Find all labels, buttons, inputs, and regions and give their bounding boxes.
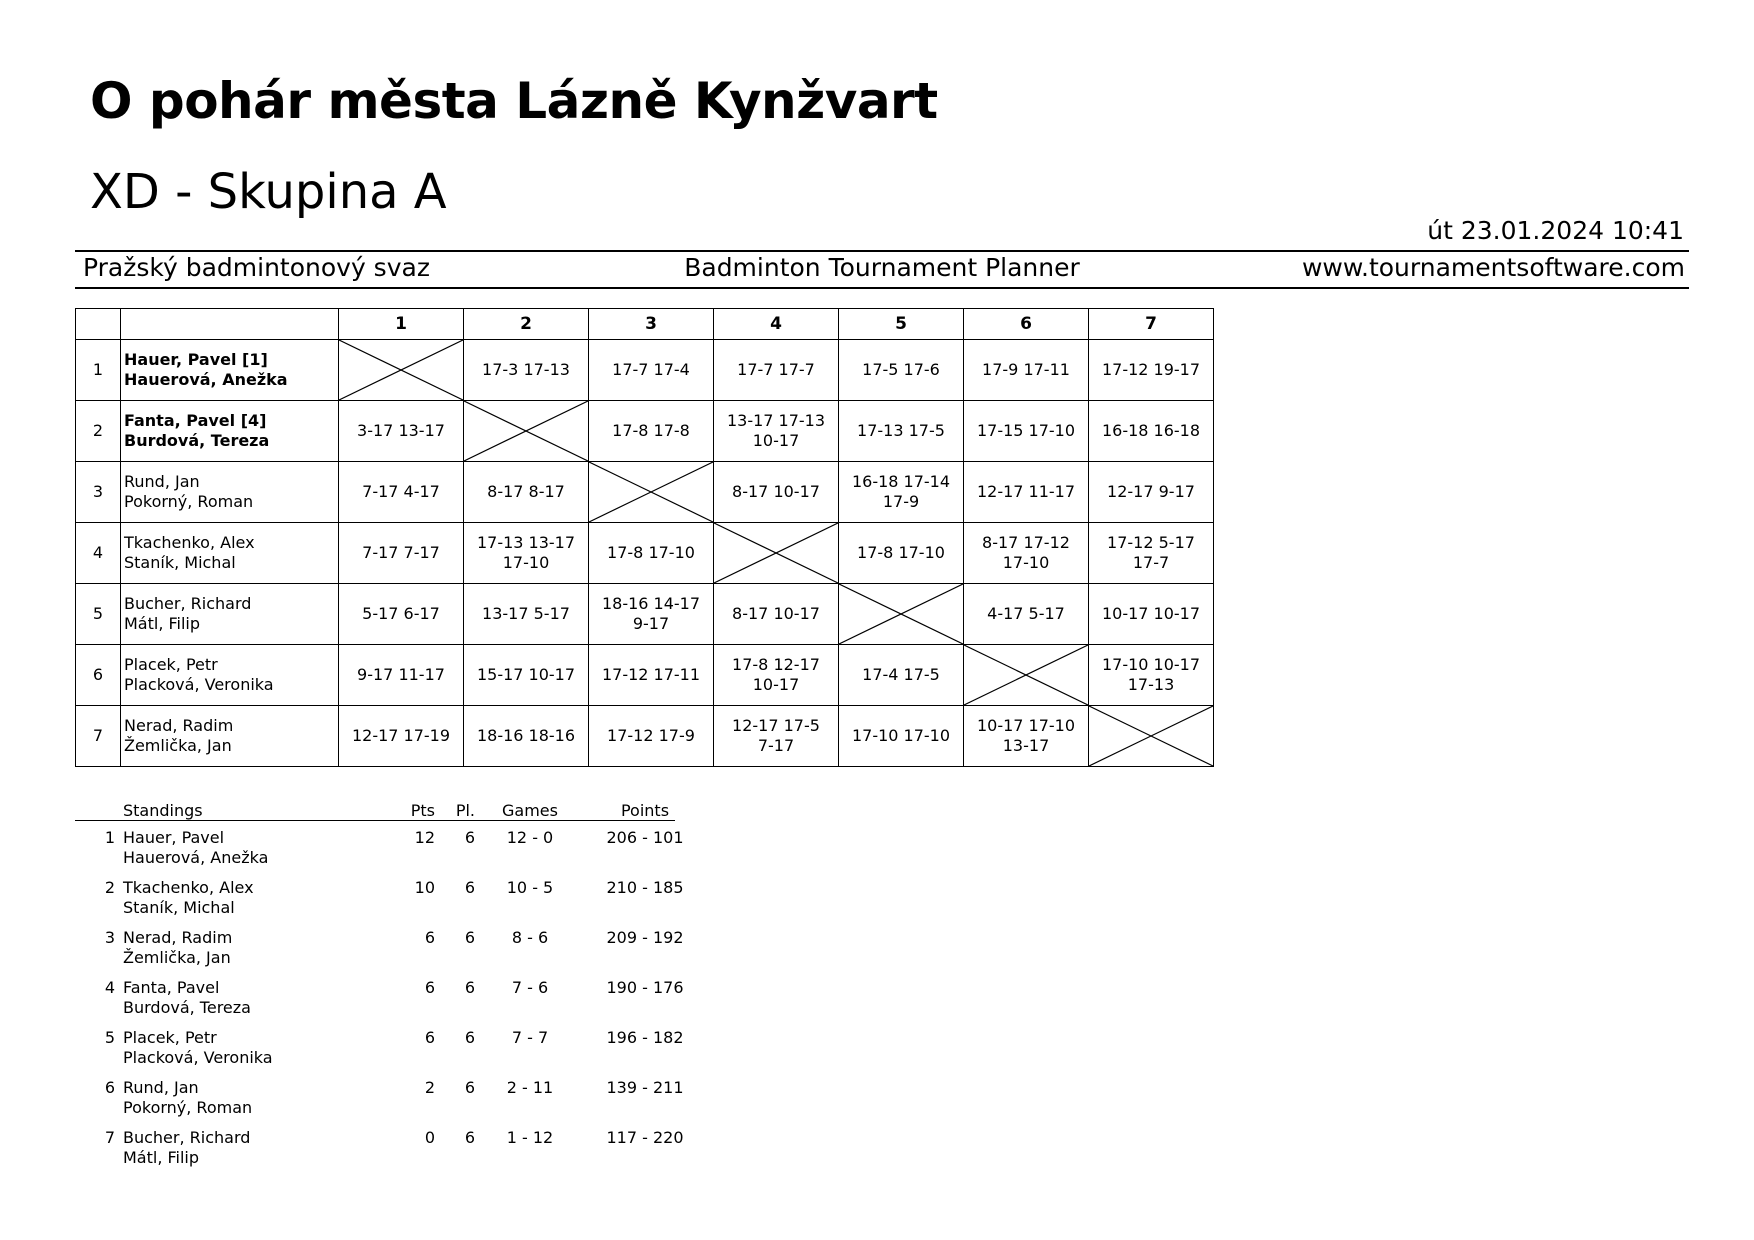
cross-icon [339,340,463,400]
grid-row [76,340,1214,401]
grid-column-header: 6 [964,309,1089,340]
match-score-line: 17-3 17-13 [482,360,570,379]
standings-table [75,798,684,1171]
match-score-line: 17-12 19-17 [1101,360,1201,379]
match-result-cell [589,523,714,584]
player-two-name: Placková, Veronika [124,675,274,694]
player-two-name: Hauerová, Anežka [124,370,288,389]
standings-row [75,1121,684,1171]
seed-number: 3 [76,462,121,523]
standings-played: 6 [464,828,475,847]
match-score-line: 10-17 [752,675,800,694]
standings-pts: 6 [424,1028,435,1047]
standings-pair [123,978,251,1018]
grid-row [76,462,1214,523]
match-score-line: 17-7 17-4 [612,360,690,379]
match-score-line: 15-17 10-17 [476,665,576,684]
points-header: Points [620,801,670,820]
match-result-cell [1089,523,1214,584]
match-score-line: 17-10 [502,553,550,572]
seed-number: 1 [76,340,121,401]
player-two-name: Mátl, Filip [124,614,201,633]
standings-points: 190 - 176 [606,978,684,997]
seed-number: 2 [76,401,121,462]
match-result-cell [839,645,964,706]
match-result-cell [589,645,714,706]
standings-pair [123,1128,250,1168]
player-two-name: Hauerová, Anežka [123,848,269,867]
standings-rank: 5 [104,1028,115,1047]
standings-pts: 6 [424,928,435,947]
match-score-line: 7-17 7-17 [362,543,440,562]
player-one-name: Tkachenko, Alex [124,533,255,552]
match-score-line: 17-13 17-5 [857,421,945,440]
standings-played: 6 [464,1028,475,1047]
match-score-line: 13-17 17-13 [726,411,826,430]
match-result-cell [964,584,1089,645]
match-score-line: 17-10 10-17 [1101,655,1201,674]
match-result-cell [839,523,964,584]
match-score-line: 17-13 [1127,675,1175,694]
standings-points: 139 - 211 [606,1078,684,1097]
cross-icon [839,584,963,644]
grid-header-row [76,309,1214,340]
match-result-cell [339,584,464,645]
grid-header-blank [121,309,339,340]
standings-pair [123,828,268,868]
player-one-name: Placek, Petr [123,1028,217,1047]
standings-pts: 6 [424,978,435,997]
standings-row [75,821,684,871]
match-result-cell [714,706,839,767]
match-result-cell [464,523,589,584]
match-score-line: 8-17 10-17 [732,604,820,623]
match-score-line: 18-16 18-16 [476,726,576,745]
match-result-cell [964,706,1089,767]
match-result-cell [589,706,714,767]
match-result-cell [589,584,714,645]
standings-rank: 2 [104,878,115,897]
match-score-line: 17-8 17-10 [857,543,945,562]
match-score-line: 4-17 5-17 [987,604,1065,623]
match-score-line: 17-13 13-17 [476,533,576,552]
standings-row [75,871,684,921]
seed-number: 5 [76,584,121,645]
match-result-cell [964,462,1089,523]
pts-header: Pts [410,801,435,820]
match-result-cell [839,462,964,523]
standings-pair [123,1028,273,1068]
match-score-line: 17-12 5-17 [1107,533,1195,552]
results-grid [75,308,1214,767]
match-score-line: 3-17 13-17 [357,421,445,440]
standings-row [75,1021,684,1071]
standings-games: 10 - 5 [506,878,554,897]
print-datetime: út 23.01.2024 10:41 [1427,216,1684,245]
cross-icon [464,401,588,461]
standings-games: 8 - 6 [511,928,549,947]
pair-names [121,340,339,401]
match-result-cell [339,706,464,767]
standings-played: 6 [464,928,475,947]
grid-column-header: 2 [464,309,589,340]
match-result-cell [339,645,464,706]
standings-games: 1 - 12 [506,1128,554,1147]
match-score-line: 8-17 10-17 [732,482,820,501]
standings-pts: 2 [424,1078,435,1097]
player-two-name: Placková, Veronika [123,1048,273,1067]
player-two-name: Staník, Michal [123,898,235,917]
self-match-cell [589,462,714,523]
standings-pts: 10 [414,878,435,897]
self-match-cell [839,584,964,645]
match-score-line: 12-17 17-5 [732,716,820,735]
match-score-line: 10-17 [752,431,800,450]
self-match-cell [964,645,1089,706]
match-score-line: 17-8 12-17 [732,655,820,674]
match-result-cell [464,645,589,706]
player-two-name: Burdová, Tereza [123,998,251,1017]
match-score-line: 17-5 17-6 [862,360,940,379]
player-two-name: Burdová, Tereza [124,431,270,450]
match-score-line: 18-16 14-17 [601,594,701,613]
cross-icon [964,645,1088,705]
match-result-cell [964,340,1089,401]
match-result-cell [339,523,464,584]
standings-games: 2 - 11 [506,1078,554,1097]
self-match-cell [339,340,464,401]
match-result-cell [714,584,839,645]
pair-names [121,523,339,584]
standings-rank: 7 [104,1128,115,1147]
player-two-name: Mátl, Filip [123,1148,200,1167]
match-result-cell [339,401,464,462]
match-result-cell [1089,340,1214,401]
match-score-line: 17-10 [1002,553,1050,572]
player-one-name: Fanta, Pavel [4] [124,411,267,430]
player-one-name: Rund, Jan [124,472,200,491]
grid-header-blank [76,309,121,340]
standings-header [75,798,675,821]
standings-points: 206 - 101 [606,828,684,847]
standings-games: 12 - 0 [506,828,554,847]
match-score-line: 8-17 17-12 [982,533,1070,552]
standings-row [75,921,684,971]
standings-games: 7 - 6 [511,978,549,997]
standings-rank: 3 [104,928,115,947]
standings-rank: 4 [104,978,115,997]
page-title: O pohár města Lázně Kynžvart [90,72,938,130]
match-result-cell [839,706,964,767]
grid-column-header: 4 [714,309,839,340]
standings-pair [123,928,232,968]
player-one-name: Nerad, Radim [124,716,234,735]
seed-number: 4 [76,523,121,584]
match-score-line: 13-17 5-17 [482,604,570,623]
player-one-name: Rund, Jan [123,1078,199,1097]
match-score-line: 17-7 [1132,553,1170,572]
match-result-cell [1089,584,1214,645]
match-score-line: 17-12 17-11 [601,665,701,684]
software-name: Badminton Tournament Planner [684,253,1080,282]
player-one-name: Fanta, Pavel [123,978,220,997]
standings-points: 209 - 192 [606,928,684,947]
website-link[interactable]: www.tournamentsoftware.com [1301,253,1685,282]
match-score-line: 17-9 [882,492,920,511]
match-score-line: 12-17 11-17 [976,482,1076,501]
self-match-cell [1089,706,1214,767]
self-match-cell [464,401,589,462]
player-one-name: Placek, Petr [124,655,218,674]
standings-row [75,971,684,1021]
match-result-cell [589,340,714,401]
grid-row [76,401,1214,462]
match-result-cell [714,462,839,523]
match-score-line: 10-17 17-10 [976,716,1076,735]
standings-points: 117 - 220 [606,1128,684,1147]
match-result-cell [1089,462,1214,523]
match-score-line: 17-10 17-10 [851,726,951,745]
standings-pair [123,1078,252,1118]
grid-row [76,584,1214,645]
match-score-line: 10-17 10-17 [1101,604,1201,623]
match-result-cell [464,340,589,401]
pl-header: Pl. [455,801,475,820]
match-score-line: 7-17 4-17 [362,482,440,501]
match-score-line: 5-17 6-17 [362,604,440,623]
match-result-cell [1089,401,1214,462]
group-subtitle: XD - Skupina A [90,164,447,220]
standings-played: 6 [464,1078,475,1097]
match-score-line: 12-17 17-19 [351,726,451,745]
standings-played: 6 [464,978,475,997]
grid-column-header: 1 [339,309,464,340]
match-result-cell [839,401,964,462]
match-result-cell [464,584,589,645]
standings-pair [123,878,254,918]
match-score-line: 9-17 11-17 [357,665,445,684]
standings-pts: 12 [414,828,435,847]
player-one-name: Bucher, Richard [123,1128,251,1147]
player-one-name: Hauer, Pavel [123,828,225,847]
pair-names [121,462,339,523]
standings-rank: 1 [104,828,115,847]
match-result-cell [714,340,839,401]
match-score-line: 16-18 17-14 [851,472,951,491]
games-header: Games [502,801,558,820]
match-result-cell [464,462,589,523]
match-result-cell [964,401,1089,462]
seed-number: 6 [76,645,121,706]
match-score-line: 13-17 [1002,736,1050,755]
grid-column-header: 5 [839,309,964,340]
match-score-line: 17-7 17-7 [737,360,815,379]
match-score-line: 16-18 16-18 [1101,421,1201,440]
player-two-name: Žemlička, Jan [124,736,232,755]
player-one-name: Hauer, Pavel [1] [124,350,268,369]
player-one-name: Bucher, Richard [124,594,252,613]
standings-played: 6 [464,878,475,897]
grid-row [76,523,1214,584]
player-two-name: Pokorný, Roman [123,1098,253,1117]
match-result-cell [964,523,1089,584]
match-score-line: 17-9 17-11 [982,360,1070,379]
standings-played: 6 [464,1128,475,1147]
match-score-line: 17-8 17-10 [607,543,695,562]
player-two-name: Pokorný, Roman [124,492,254,511]
seed-number: 7 [76,706,121,767]
header-bar [75,250,1689,289]
grid-column-header: 7 [1089,309,1214,340]
match-result-cell [839,340,964,401]
match-score-line: 17-4 17-5 [862,665,940,684]
grid-column-header: 3 [589,309,714,340]
match-score-line: 17-8 17-8 [612,421,690,440]
standings-points: 196 - 182 [606,1028,684,1047]
match-result-cell [714,645,839,706]
standings-points: 210 - 185 [606,878,684,897]
standings-games: 7 - 7 [511,1028,549,1047]
pair-names [121,584,339,645]
match-score-line: 17-12 17-9 [607,726,695,745]
pair-names [121,706,339,767]
standings-pts: 0 [424,1128,435,1147]
player-one-name: Tkachenko, Alex [123,878,254,897]
match-result-cell [464,706,589,767]
player-one-name: Nerad, Radim [123,928,233,947]
match-result-cell [1089,645,1214,706]
grid-row [76,645,1214,706]
cross-icon [589,462,713,522]
standings-row [75,1071,684,1121]
match-score-line: 17-15 17-10 [976,421,1076,440]
match-result-cell [714,401,839,462]
grid-row [76,706,1214,767]
match-score-line: 7-17 [757,736,795,755]
match-score-line: 12-17 9-17 [1107,482,1195,501]
player-two-name: Žemlička, Jan [123,948,231,967]
standings-rank: 6 [104,1078,115,1097]
standings-label: Standings [123,801,203,820]
pair-names [121,401,339,462]
cross-icon [1089,706,1213,766]
match-score-line: 9-17 [632,614,670,633]
player-two-name: Staník, Michal [124,553,236,572]
match-result-cell [339,462,464,523]
association-name: Pražský badmintonový svaz [83,253,430,282]
match-result-cell [589,401,714,462]
self-match-cell [714,523,839,584]
match-score-line: 8-17 8-17 [487,482,565,501]
cross-icon [714,523,838,583]
pair-names [121,645,339,706]
